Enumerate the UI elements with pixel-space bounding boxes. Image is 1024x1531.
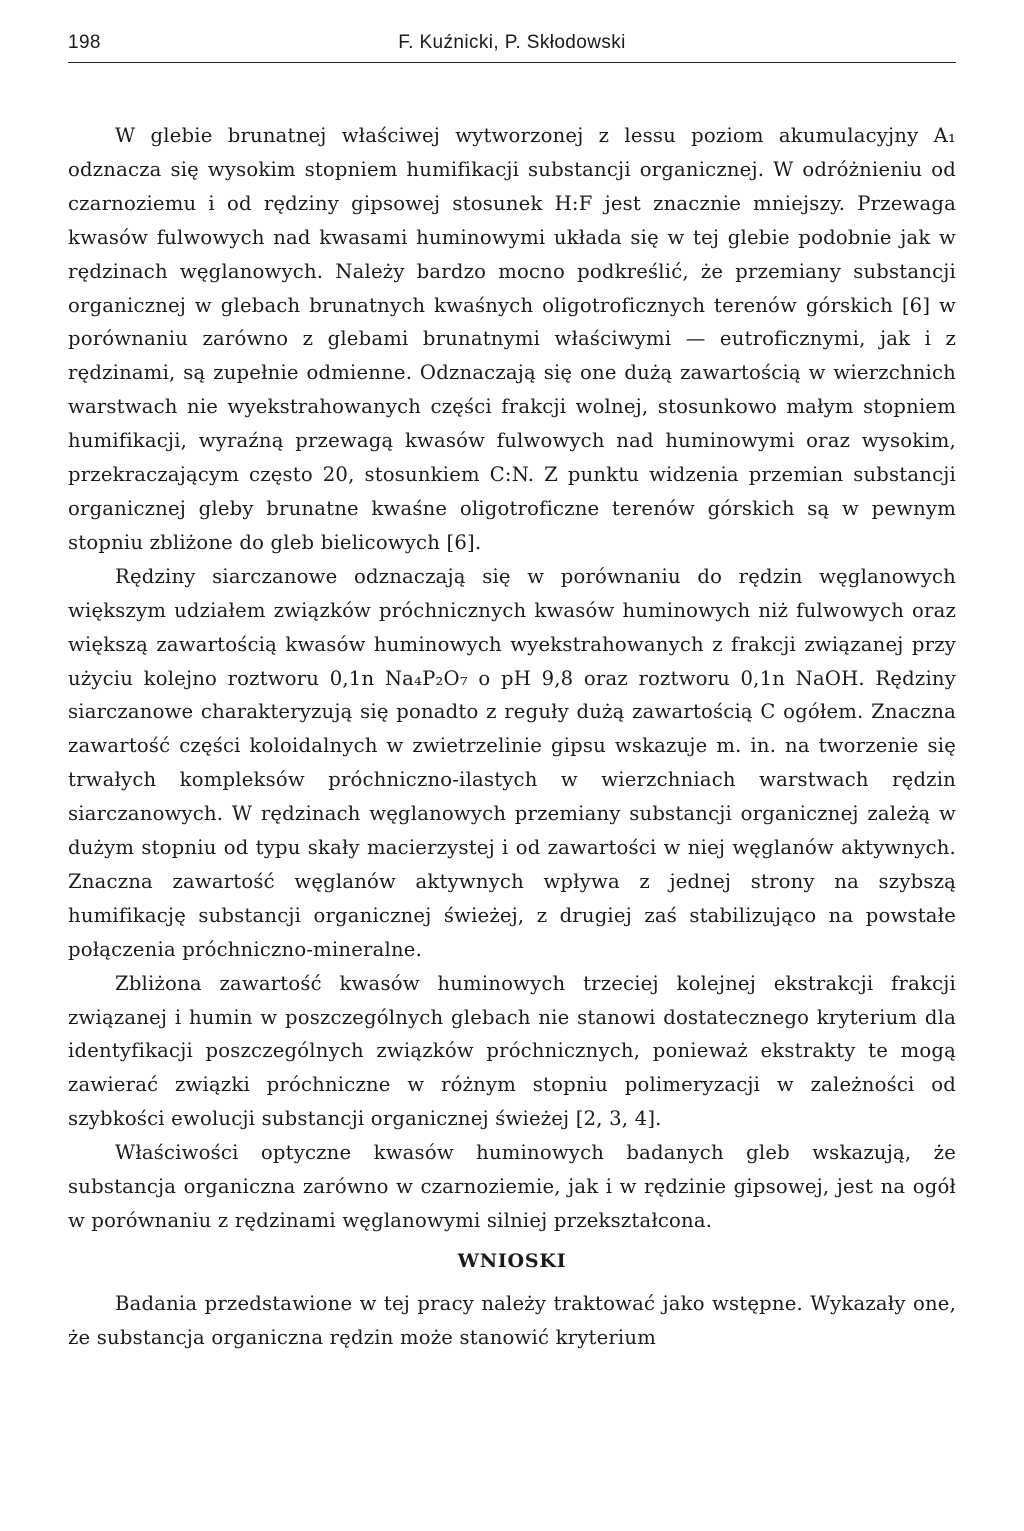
paragraph: Zbliżona zawartość kwasów huminowych trzeciej kolejnej ekstrakcji frakcji związanej i humin w poszczególnych glebach nie stanowi dostatecznego kryterium dla identyfikacji poszczególnych związków próchnicznych, ponieważ ekstrakty te mogą zawierać związki próchniczne w różnym stopniu polimeryzacji w zależności od szybkości ewolucji substancji organicznej świeżej [2, 3, 4]. xyxy=(68,971,956,1131)
body-text xyxy=(68,119,956,1355)
section-heading: WNIOSKI xyxy=(457,1249,567,1272)
running-header xyxy=(68,26,956,63)
paragraph: W glebie brunatnej właściwej wytworzonej z lessu poziom akumulacyjny A₁ odznacza się wysokim stopniem humifikacji substancji organicznej. W odróżnieniu od czarnoziemu i od rędziny gipsowej stosunek H:F jest znacznie mniejszy. Przewaga kwasów fulwowych nad kwasami huminowymi układa się w tej glebie podobnie jak w rędzinach węglanowych. Należy bardzo mocno podkreślić, że przemiany substancji organicznej w glebach brunatnych kwaśnych oligotroficznych terenów górskich [6] w porównaniu zarówno z glebami brunatnymi właściwymi — eutroficznymi, jak i z rędzinami, są zupełnie odmienne. Odznaczają się one dużą zawartością w wierzchnich warstwach nie wyekstrahowanych części frakcji wolnej, stosunkowo małym stopniem humifikacji, wyraźną przewagą kwasów fulwowych nad huminowymi oraz wysokim, przekraczającym często 20, stosunkiem C:N. Z punktu widzenia przemian substancji organicznej gleby brunatne kwaśne oligotroficzne terenów górskich są w pewnym stopniu zbliżone do gleb bielicowych [6]. xyxy=(68,124,956,554)
running-title: F. Kuźnicki, P. Skłodowski xyxy=(398,32,626,53)
page-number: 198 xyxy=(68,32,101,53)
spacer xyxy=(68,1274,956,1287)
paragraph: Rędziny siarczanowe odznaczają się w porównaniu do rędzin węglanowych większym udziałem związków próchnicznych kwasów huminowych niż fulwowych oraz większą zawartością kwasów huminowych wyekstrahowanych z frakcji związanej przy użyciu kolejno roztworu 0,1n Na₄P₂O₇ o pH 9,8 oraz roztworu 0,1n NaOH. Rędziny siarczanowe charakteryzują się ponadto z reguły dużą zawartością C ogółem. Znaczna zawartość części koloidalnych w zwietrzelinie gipsu wskazuje m. in. na tworzenie się trwałych kompleksów próchniczno-ilastych w wierzchniach warstwach rędzin siarczanowych. W rędzinach węglanowych przemiany substancji organicznej zależą w dużym stopniu od typu skały macierzystej i od zawartości w niej węglanów aktywnych. Znaczna zawartość węglanów aktywnych wpływa z jednej strony na szybszą humifikację substancji organicznej świeżej, z drugiej zaś stabilizująco na powstałe połączenia próchniczno-mineralne. xyxy=(68,564,956,961)
document-page xyxy=(68,26,956,1355)
paragraph: Właściwości optyczne kwasów huminowych badanych gleb wskazują, że substancja organiczna zarówno w czarnoziemie, jak i w rędzinie gipsowej, jest na ogół w porównaniu z rędzinami węglanowymi silniej przekształcona. xyxy=(68,1141,956,1232)
conclusion-paragraph: Badania przedstawione w tej pracy należy traktować jako wstępne. Wykazały one, że substancja organiczna rędzin może stanowić kryterium xyxy=(68,1291,956,1349)
